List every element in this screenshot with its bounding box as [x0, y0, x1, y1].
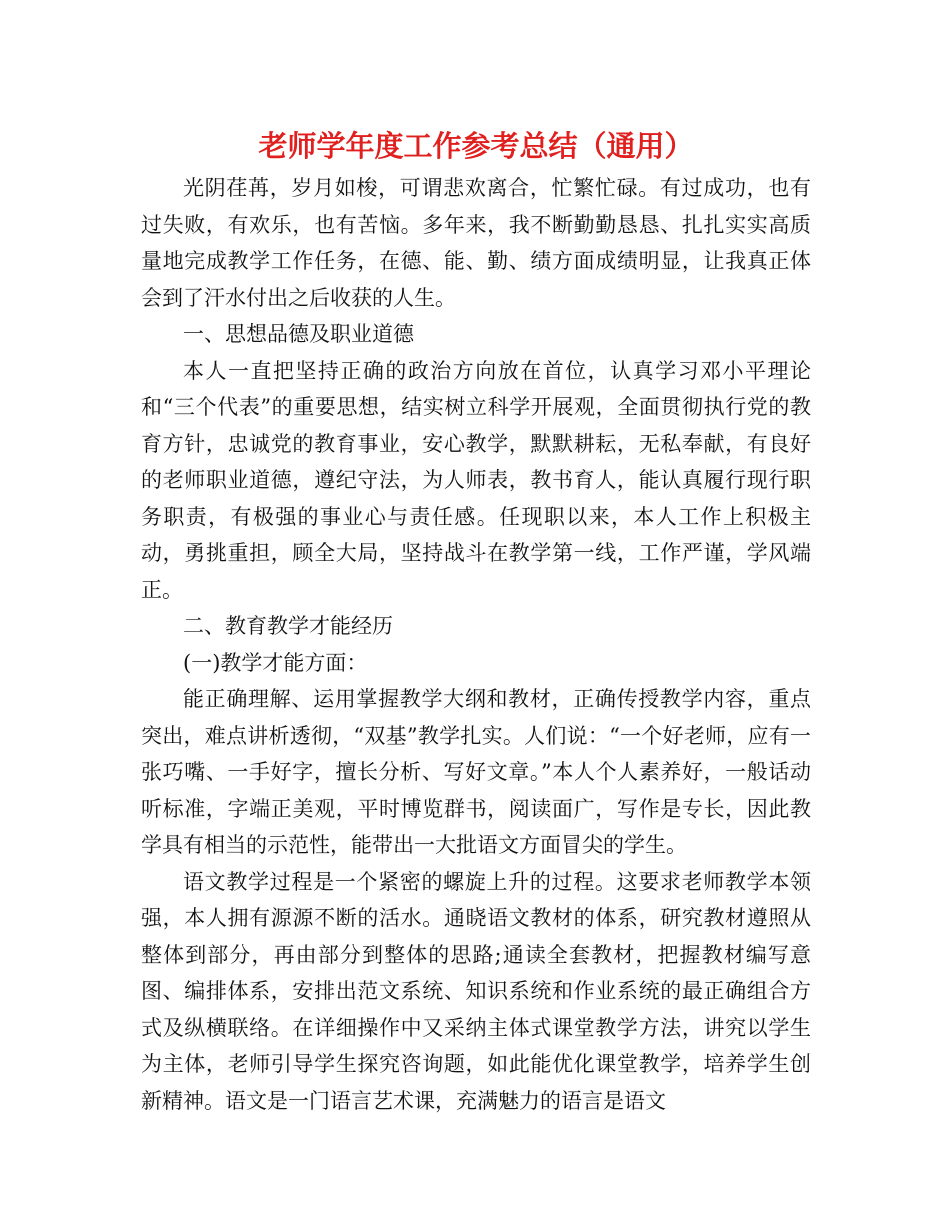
paragraph-intro: 光阴荏苒，岁月如梭，可谓悲欢离合，忙繁忙碌。有过成功，也有过失败，有欢乐，也有苦恼。多年来，我不断勤勤恳恳、扎扎实实高质量地完成教学工作任务，在德、能、勤、绩方面成绩明显，让我真正体会到了汗水付出之后收获的人生。	[141, 176, 811, 310]
section-heading-teaching: 二、教育教学才能经历	[183, 614, 393, 638]
paragraph-chinese-teaching: 语文教学过程是一个紧密的螺旋上升的过程。这要求老师教学本领强，本人拥有源源不断的活水。通晓语文教材的体系，研究教材遵照从整体到部分，再由部分到整体的思路;通读全套教材，把握教材编写意图、编排体系，安排出范文系统、知识系统和作业系统的最正确组合方式及纵横联络。在详细操作中又采纳主体式课堂教学方法，讲究以学生为主体，老师引导学生探究咨询题，如此能优化课堂教学，培养学生创新精神。语文是一门语言艺术课，充满魅力的语言是语文	[141, 869, 811, 1113]
section-heading-ethics: 一、思想品德及职业道德	[183, 322, 414, 346]
paragraph-teaching-ability: 能正确理解、运用掌握教学大纲和教材，正确传授教学内容，重点突出，难点讲析透彻，“双基”教学扎实。人们说：“一个好老师，应有一张巧嘴、一手好字，擅长分析、写好文章。”本人个人素养好，一般话动听标准，字端正美观，平时博览群书，阅读面广，写作是专长，因此教学具有相当的示范性，能带出一大批语文方面冒尖的学生。	[141, 687, 811, 857]
subsection-heading-teaching-ability: (一)教学才能方面：	[183, 650, 368, 675]
document-page	[141, 124, 811, 1119]
paragraph-ethics: 本人一直把坚持正确的政治方向放在首位，认真学习邓小平理论和“三个代表”的重要思想，结实树立科学开展观，全面贯彻执行党的教育方针，忠诚党的教育事业，安心教学，默默耕耘，无私奉献，有良好的老师职业道德，遵纪守法，为人师表，教书育人，能认真履行现行职务职责，有极强的事业心与责任感。任现职以来，本人工作上积极主动，勇挑重担，顾全大局，坚持战斗在教学第一线，工作严谨，学风端正。	[141, 358, 811, 602]
document-title: 老师学年度工作参考总结（通用）	[258, 129, 694, 163]
